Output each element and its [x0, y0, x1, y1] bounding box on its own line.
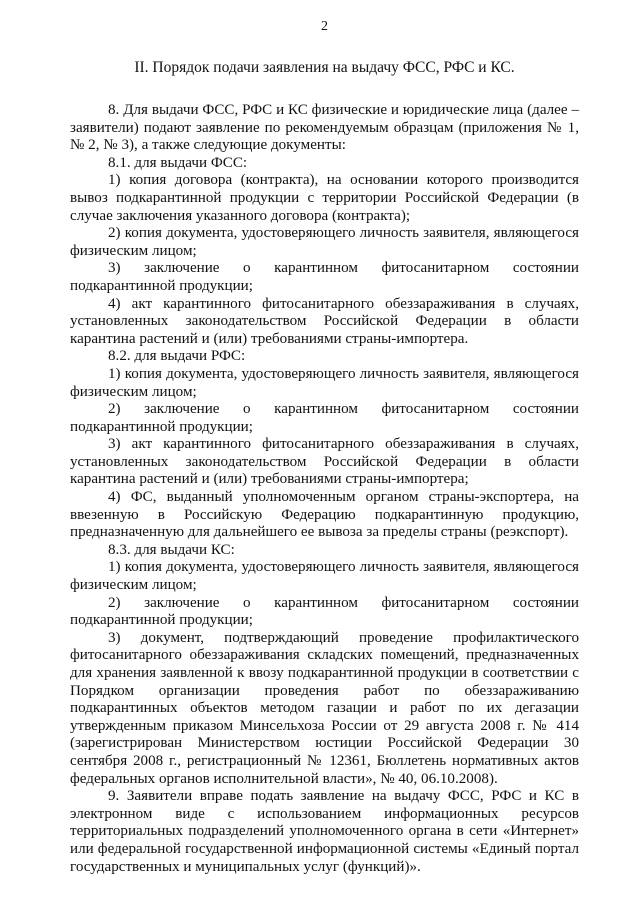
paragraph-8-2-title: 8.2. для выдачи РФС: [108, 348, 246, 365]
paragraph-8-2-item-3: 3) акт карантинного фитосанитарного обеззараживания в случаях, установленных законодательством Российской Федерации в области карантина растений и (или) требованиями страны-импортера; [70, 436, 579, 488]
paragraph-8-1-item-4: 4) акт карантинного фитосанитарного обеззараживания в случаях, установленных законодательством Российской Федерации в области карантина растений и (или) требованиями страны-импортера. [70, 295, 579, 347]
paragraph-8-1-item-3: 3) заключение о карантинном фитосанитарном состоянии подкарантинной продукции; [70, 260, 579, 294]
paragraph-8: 8. Для выдачи ФСС, РФС и КС физические и юридические лица (далее – заявители) подают заявление по рекомендуемым образцам (приложения № 1, № 2, № 3), а также следующие документы: [70, 102, 579, 154]
paragraph-8-2-item-2: 2) заключение о карантинном фитосанитарном состоянии подкарантинной продукции; [70, 401, 579, 435]
paragraph-8-3-item-1: 1) копия документа, удостоверяющего личность заявителя, являющегося физическим лицом; [70, 559, 579, 594]
paragraph-8-3-item-3: 3) документ, подтверждающий проведение профилактического фитосанитарного обеззараживания складских помещений, предназначенных для хранения заявленной к ввозу подкарантинной продукции в соответствии с Порядком организации проведения работ по обеззараживанию подкарантинных объектов методом газации и работ по их дегазации утвержденным приказом Минсельхоза России от 29 августа 2008 г. № 414 (зарегистрирован Министерством юстиции Российской Федерации 30 сентября 2008 г., регистрационный № 12361, Бюллетень нормативных актов федеральных органов исполнительной власти», № 40, 06.10.2008). [70, 629, 579, 787]
paragraph-8-2-item-4: 4) ФС, выданный уполномоченным органом страны-экспортера, на ввезенную в Российскую Федерацию подкарантинную продукцию, предназначенную для дальнейшего ее вывоза за пределы страны (реэкспорт). [70, 489, 579, 541]
paragraph-8-3-item-2: 2) заключение о карантинном фитосанитарном состоянии подкарантинной продукции; [70, 594, 579, 629]
paragraph-8-1-item-1: 1) копия договора (контракта), на основании которого производится вывоз подкарантинной продукции с территории Российской Федерации (в случае заключения указанного договора (контракта); [70, 172, 579, 224]
page-number: 2 [321, 19, 328, 34]
paragraph-8-2-item-1: 1) копия документа, удостоверяющего личность заявителя, являющегося физическим лицом; [70, 365, 579, 400]
paragraph-8-1-title: 8.1. для выдачи ФСС: [108, 154, 248, 171]
section-heading: II. Порядок подачи заявления на выдачу ФСС, РФС и КС. [134, 59, 515, 76]
paragraph-8-1-item-2: 2) копия документа, удостоверяющего личность заявителя, являющегося физическим лицом; [70, 225, 579, 259]
paragraph-9: 9. Заявители вправе подать заявление на выдачу ФСС, РФС и КС в электронном виде с использованием информационных ресурсов территориальных подразделений уполномоченного органа в сети «Интернет» или федеральной государственной информационной системы «Единый портал государственных и муниципальных услуг (функций)». [70, 788, 579, 875]
paragraph-8-3-title: 8.3. для выдачи КС: [108, 541, 235, 558]
